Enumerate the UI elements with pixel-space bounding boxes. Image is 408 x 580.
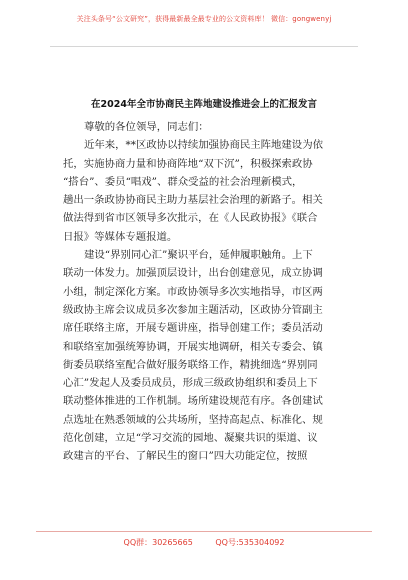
document-body bbox=[63, 118, 347, 466]
paragraph-line: 趟出一条政协协商民主助力基层社会治理的新路子。相关 bbox=[63, 194, 323, 207]
paragraph-line: 政建言的平台、了解民生的窗口”四大功能定位，按照 bbox=[63, 450, 308, 463]
qq-number-text: QQ号:535304092 bbox=[215, 538, 285, 547]
paragraph-line: 联动一体发力。加强顶层设计，出台创建意见，成立协调 bbox=[63, 267, 323, 280]
footer-divider bbox=[36, 531, 372, 532]
paragraph-line: 联动整体推进的工作机制。场所建设规范有序。各创建试 bbox=[63, 395, 323, 408]
paragraph-line: 做法得到省市区领导多次批示，在《人民政协报》《联合 bbox=[63, 212, 318, 225]
qq-group-text: QQ群：30265665 bbox=[123, 538, 193, 547]
paragraph-line: 小组，制定深化方案。市政协领导多次实地指导，市区两 bbox=[63, 285, 323, 298]
paragraph-line: 建设“界别同心汇”聚识平台，延伸履职触角。上下 bbox=[84, 249, 313, 262]
paragraph-line: 近年来，**区政协以持续加强协商民主阵地建设为依 bbox=[84, 139, 323, 152]
paragraph-line: 日报》等媒体专题报道。 bbox=[63, 230, 178, 243]
salutation-line: 尊敬的各位领导，同志们： bbox=[84, 121, 209, 133]
header-divider bbox=[50, 46, 358, 47]
document-title: 在2024年全市协商民主阵地建设推进会上的汇报发言 bbox=[91, 99, 317, 110]
paragraph-line: 和联络室加强统筹协调，开展实地调研，相关专委会、镇 bbox=[63, 340, 323, 353]
paragraph-line: 席任联络主席，开展专题讲座，指导创建工作；委员活动 bbox=[63, 322, 323, 335]
promo-banner: 关注头条号“公文研究”，获得最新最全最专业的公文资料库！ 微信：gongwenyj bbox=[76, 15, 332, 23]
paragraph-line: 街委员联络室配合做好服务联络工作，精挑细选“界别同 bbox=[63, 358, 318, 371]
paragraph-line: 托，实施协商力量和协商阵地“双下沉”，积极探索政协 bbox=[63, 157, 313, 170]
paragraph-line: 级政协主席会议成员多次参加主题活动，区政协分管副主 bbox=[63, 303, 323, 316]
paragraph-line: 点选址在熟悉领域的公共场所，坚持高起点、标准化、规 bbox=[63, 413, 323, 426]
paragraph-line: “搭台”、委员“唱戏”、群众受益的社会治理新模式， bbox=[63, 175, 303, 188]
paragraph-line: 心汇”发起人及委员成员，形成三级政协组织和委员上下 bbox=[63, 377, 318, 390]
contact-footer bbox=[0, 537, 408, 548]
paragraph-line: 范化创建，立足“学习交流的园地、凝聚共识的渠道、议 bbox=[63, 432, 318, 445]
